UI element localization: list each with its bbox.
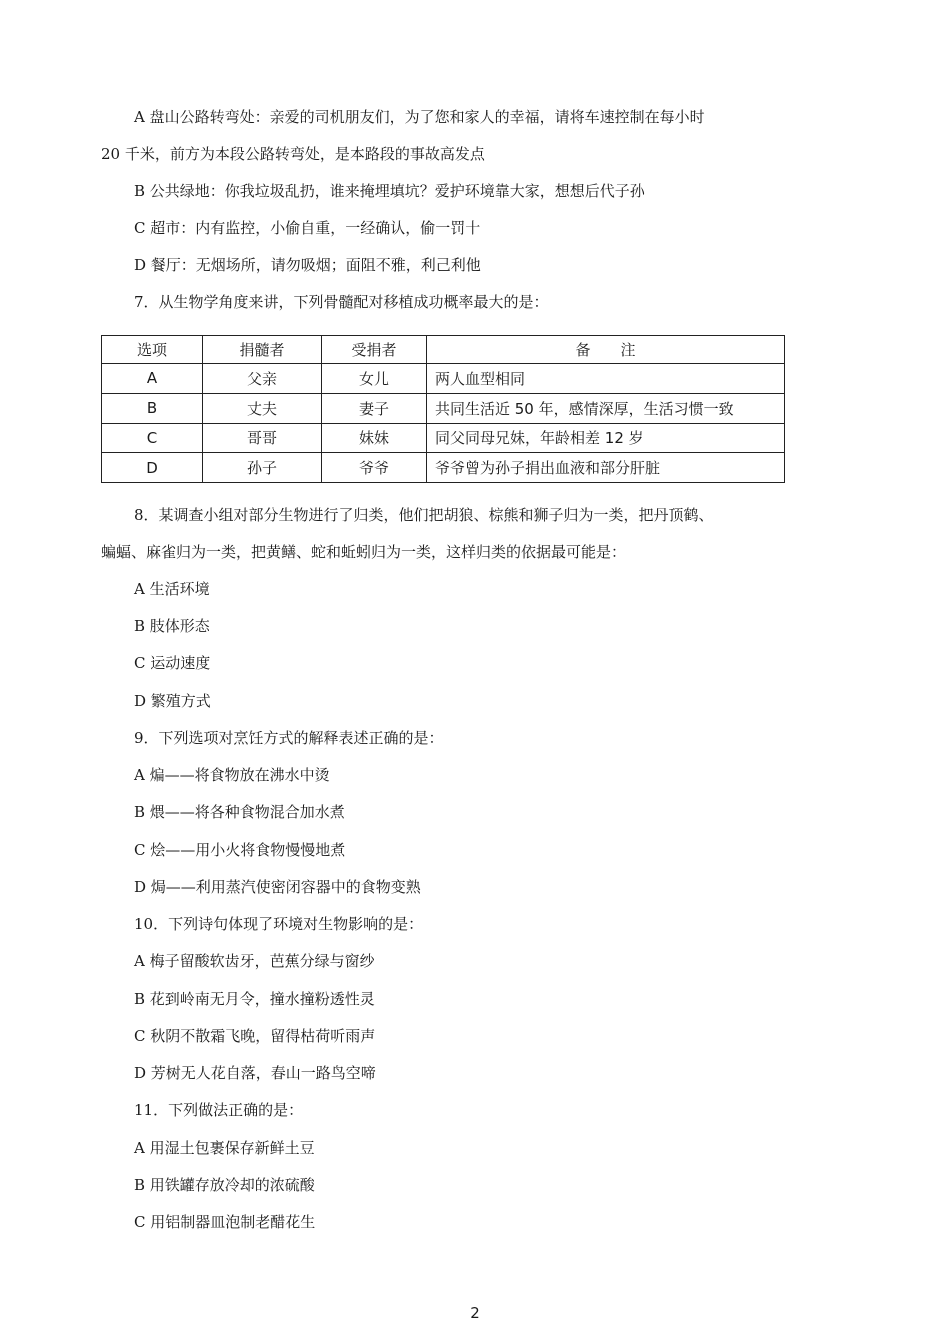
cell-donor: 丈夫 — [203, 393, 322, 423]
q6-option-a-line1: A 盘山公路转弯处：亲爱的司机朋友们，为了您和家人的幸福，请将车速控制在每小时 — [134, 108, 705, 126]
table-row — [102, 453, 785, 483]
q7-stem: 7．从生物学角度来讲，下列骨髓配对移植成功概率最大的是： — [134, 293, 549, 311]
bone-marrow-table — [101, 335, 785, 483]
q9-stem: 9．下列选项对烹饪方式的解释表述正确的是： — [134, 729, 444, 747]
cell-donor: 哥哥 — [203, 423, 322, 453]
cell-option: A — [102, 364, 203, 394]
cell-recipient: 女儿 — [322, 364, 427, 394]
q9-option-c: C 烩——用小火将食物慢慢地煮 — [134, 841, 346, 859]
cell-recipient: 妻子 — [322, 393, 427, 423]
q8-option-d: D 繁殖方式 — [134, 692, 211, 710]
q6-option-d: D 餐厅：无烟场所，请勿吸烟；面阻不雅，利己利他 — [134, 256, 481, 274]
page-number: 2 — [470, 1304, 480, 1322]
q11-option-b: B 用铁罐存放冷却的浓硫酸 — [134, 1176, 315, 1194]
q10-stem: 10．下列诗句体现了环境对生物影响的是： — [134, 915, 424, 933]
table-row — [102, 364, 785, 394]
q8-stem-line1: 8．某调查小组对部分生物进行了归类，他们把胡狼、棕熊和狮子归为一类，把丹顶鹤、 — [134, 506, 714, 524]
header-remarks: 备 注 — [427, 336, 785, 364]
q9-option-a: A 煸——将食物放在沸水中烫 — [134, 766, 330, 784]
q11-stem: 11．下列做法正确的是： — [134, 1101, 304, 1119]
cell-option: B — [102, 393, 203, 423]
q11-option-c: C 用铝制器皿泡制老醋花生 — [134, 1213, 316, 1231]
q9-option-d: D 焗——利用蒸汽使密闭容器中的食物变熟 — [134, 878, 421, 896]
cell-remarks: 同父同母兄妹，年龄相差 12 岁 — [427, 423, 785, 453]
table — [101, 335, 785, 483]
q6-option-b: B 公共绿地：你我垃圾乱扔，谁来掩埋填坑？爱护环境靠大家，想想后代子孙 — [134, 182, 645, 200]
cell-remarks: 共同生活近 50 年，感情深厚，生活习惯一致 — [427, 393, 785, 423]
q6-option-c: C 超市：内有监控，小偷自重，一经确认，偷一罚十 — [134, 219, 481, 237]
q9-option-b: B 煨——将各种食物混合加水煮 — [134, 803, 345, 821]
cell-recipient: 妹妹 — [322, 423, 427, 453]
q10-option-d: D 芳树无人花自落，春山一路鸟空啼 — [134, 1064, 376, 1082]
q10-option-a: A 梅子留酸软齿牙，芭蕉分绿与窗纱 — [134, 952, 375, 970]
cell-option: D — [102, 453, 203, 483]
q8-stem-line2: 蝙蝠、麻雀归为一类，把黄鳝、蛇和蚯蚓归为一类，这样归类的依据最可能是： — [101, 543, 627, 561]
table-row — [102, 423, 785, 453]
cell-option: C — [102, 423, 203, 453]
table-header-row — [102, 336, 785, 364]
cell-recipient: 爷爷 — [322, 453, 427, 483]
table-row — [102, 393, 785, 423]
q10-option-c: C 秋阴不散霜飞晚，留得枯荷听雨声 — [134, 1027, 376, 1045]
cell-donor: 孙子 — [203, 453, 322, 483]
q11-option-a: A 用湿土包裹保存新鲜土豆 — [134, 1139, 315, 1157]
q8-option-c: C 运动速度 — [134, 654, 211, 672]
header-recipient: 受捐者 — [322, 336, 427, 364]
header-donor: 捐髓者 — [203, 336, 322, 364]
header-option: 选项 — [102, 336, 203, 364]
cell-remarks: 爷爷曾为孙子捐出血液和部分肝脏 — [427, 453, 785, 483]
q8-option-b: B 肢体形态 — [134, 617, 210, 635]
q8-option-a: A 生活环境 — [134, 580, 210, 598]
q10-option-b: B 花到岭南无月令，撞水撞粉透性灵 — [134, 990, 375, 1008]
cell-donor: 父亲 — [203, 364, 322, 394]
cell-remarks: 两人血型相同 — [427, 364, 785, 394]
q6-option-a-line2: 20 千米，前方为本段公路转弯处，是本路段的事故高发点 — [101, 145, 485, 163]
